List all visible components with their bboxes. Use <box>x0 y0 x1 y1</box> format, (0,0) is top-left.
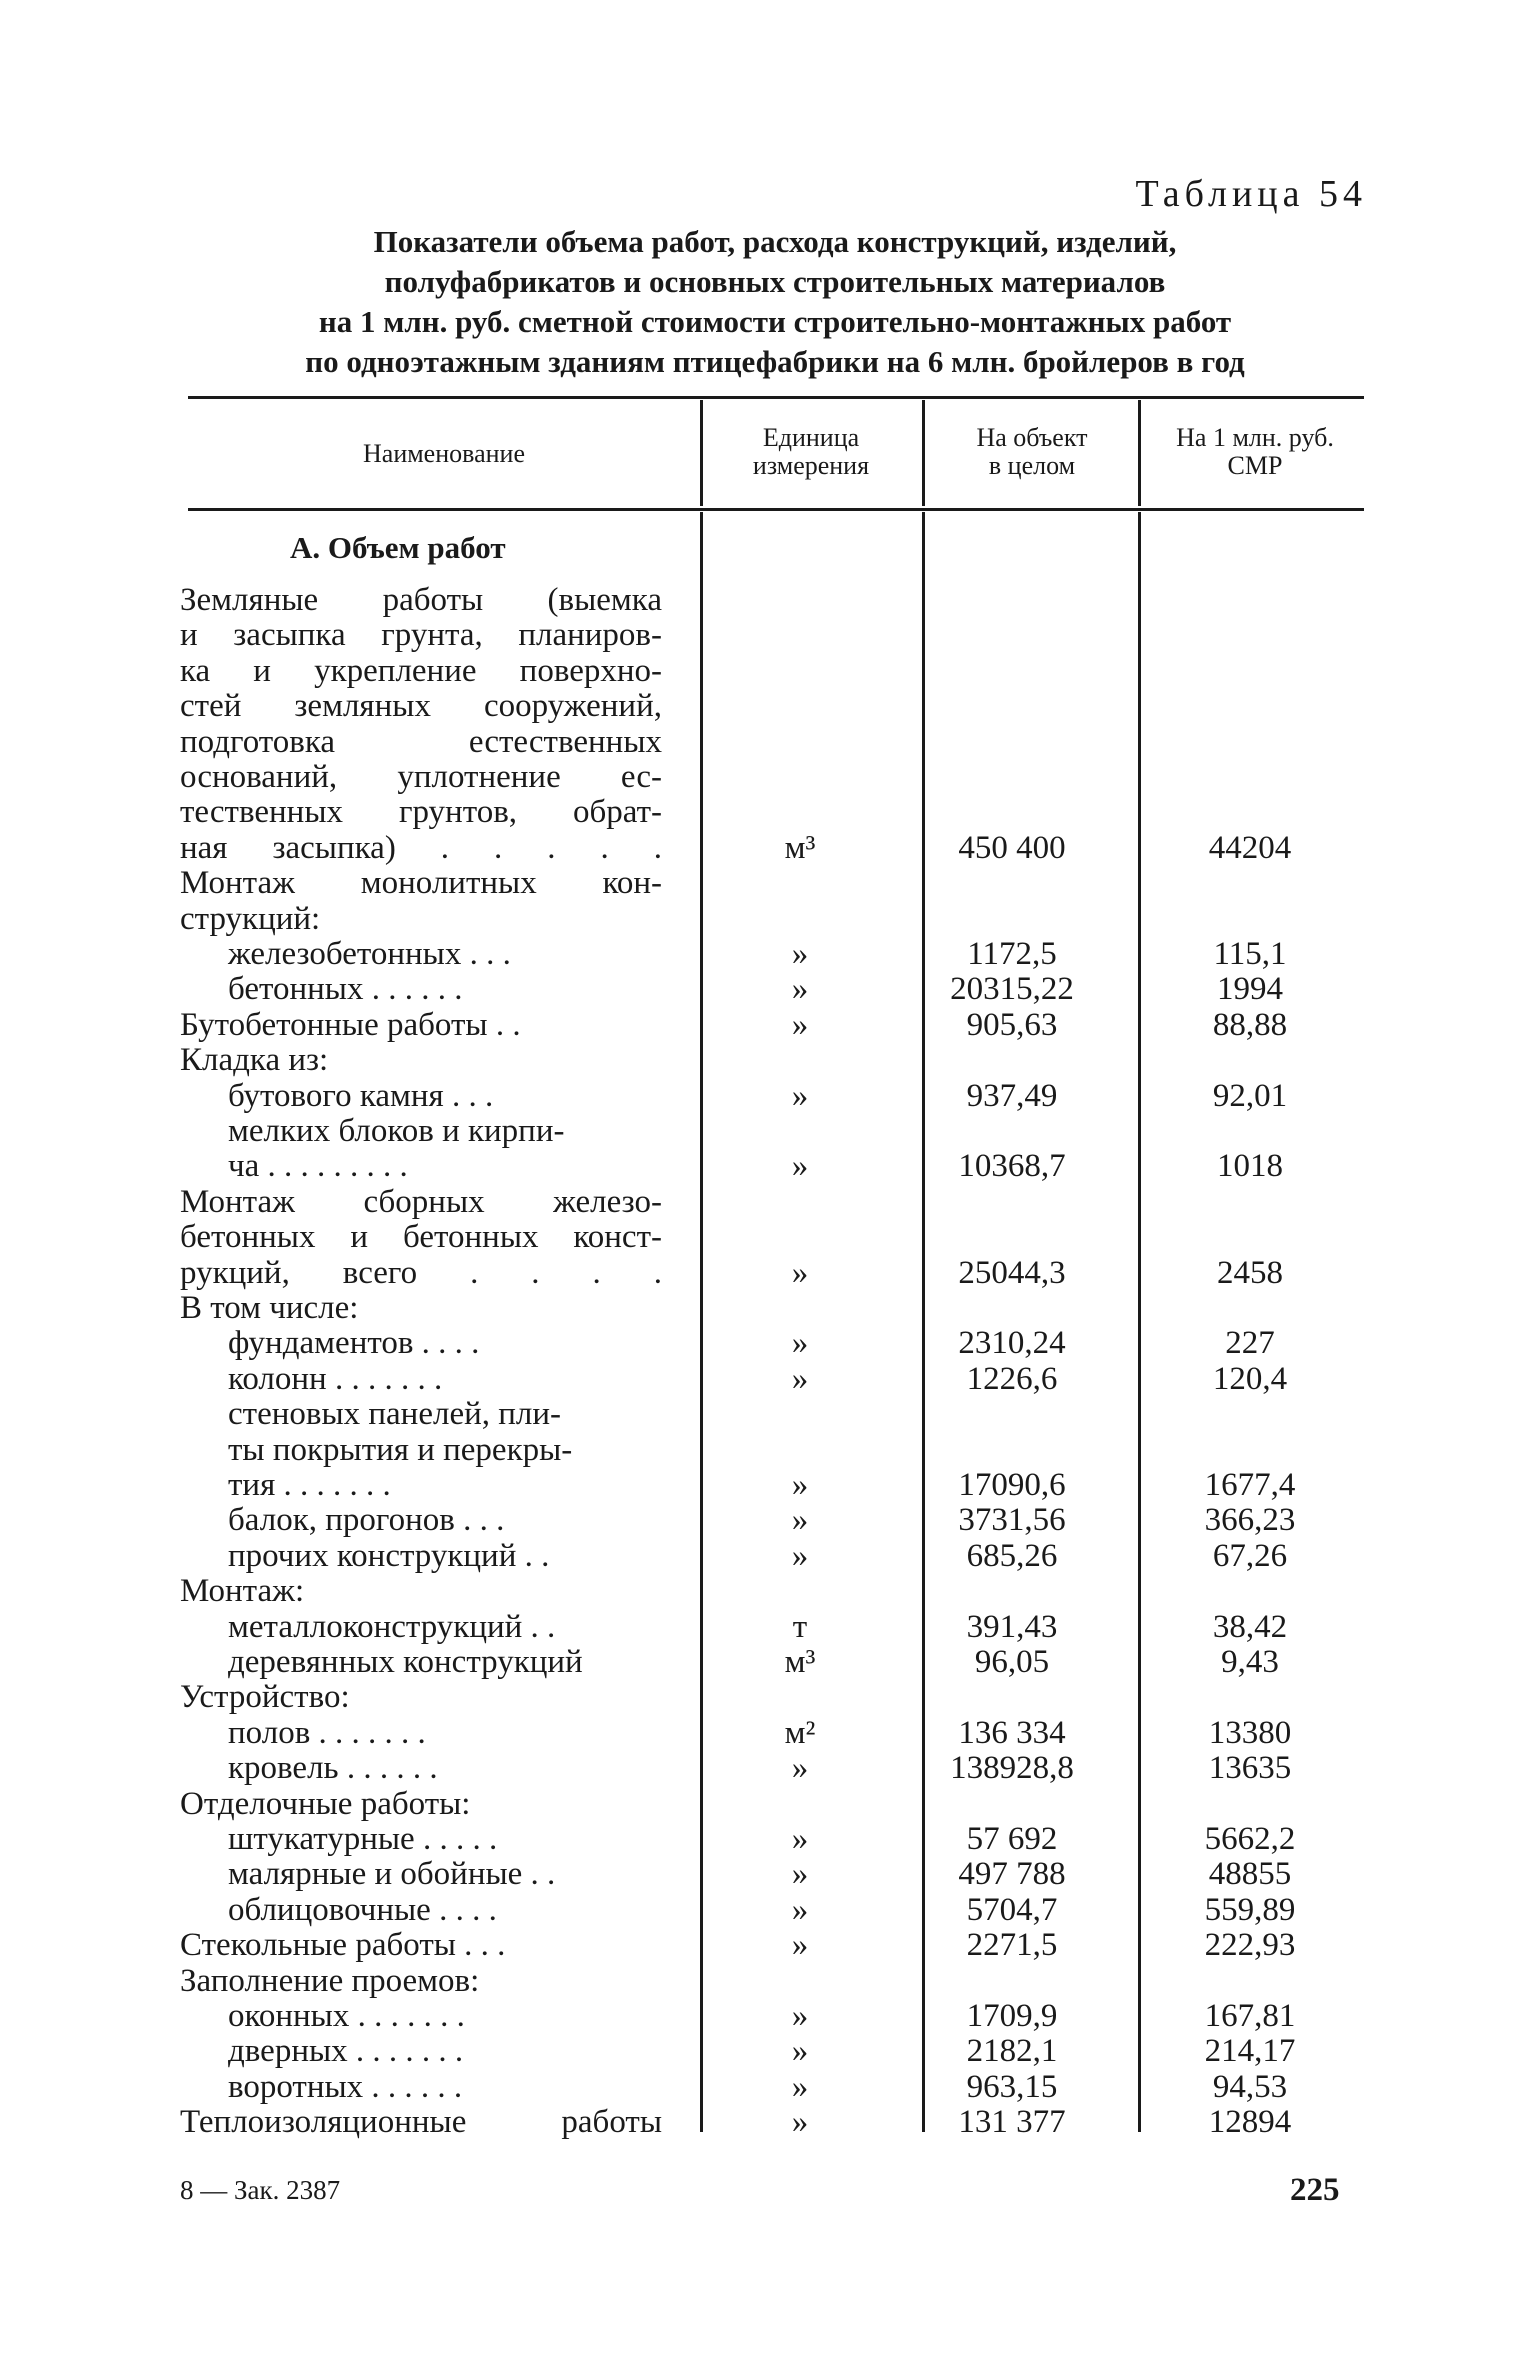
row-name: кровель . . . . . . <box>228 1750 438 1787</box>
row-name: деревянных конструкций <box>228 1644 583 1680</box>
row-name: дверных . . . . . . . <box>228 2033 464 2070</box>
table-row <box>0 1609 1535 1645</box>
row-name: Заполнение проемов: <box>180 1962 480 1999</box>
row-name: Бутобетонные работы . . <box>180 1006 521 1043</box>
row-name: Монтаж сборных железо- <box>180 1183 662 1220</box>
row-object-value: 138928,8 <box>950 1750 1074 1787</box>
row-smr-value: 115,1 <box>1213 936 1287 972</box>
row-smr-value: 222,93 <box>1204 1927 1296 1964</box>
row-smr-value: 94,53 <box>1212 2068 1288 2105</box>
row-name: бетонных . . . . . . <box>228 971 463 1008</box>
row-object-value: 10368,7 <box>958 1148 1066 1185</box>
column-divider <box>700 400 703 506</box>
table-row <box>0 1042 1535 1078</box>
row-name: балок, прогонов . . . <box>228 1502 505 1539</box>
row-name: Устройство: <box>180 1679 350 1716</box>
row-name: Стекольные работы . . . <box>180 1927 506 1964</box>
row-object-value: 20315,22 <box>950 971 1074 1008</box>
table-row <box>0 1007 1535 1043</box>
table-row <box>0 653 1535 689</box>
table-row <box>0 794 1535 830</box>
row-smr-value: 38,42 <box>1212 1608 1288 1645</box>
row-name: подготовка естественных <box>180 723 662 760</box>
title-line: Показатели объема работ, расхода конструкций, изделий, <box>373 224 1177 259</box>
table-title <box>180 222 1370 382</box>
row-unit: » <box>791 1325 809 1362</box>
row-unit: » <box>791 971 809 1008</box>
row-object-value: 57 692 <box>966 1821 1058 1857</box>
column-divider <box>922 400 925 506</box>
header-name: Наименование <box>363 439 525 468</box>
table-label: Таблица 54 <box>1135 173 1367 215</box>
row-object-value: 25044,3 <box>958 1254 1066 1291</box>
row-smr-value: 9,43 <box>1221 1644 1279 1680</box>
row-name: фундаментов . . . . <box>228 1325 480 1362</box>
table-row <box>0 1290 1535 1326</box>
row-object-value: 963,15 <box>966 2068 1058 2105</box>
row-smr-value: 44204 <box>1208 829 1292 866</box>
row-name: Монтаж: <box>180 1573 305 1610</box>
row-name: тия . . . . . . . <box>228 1467 391 1503</box>
table-row <box>0 865 1535 901</box>
row-object-value: 131 377 <box>958 2104 1066 2141</box>
row-unit: » <box>791 1006 809 1043</box>
row-unit: м³ <box>784 1644 816 1680</box>
row-smr-value: 214,17 <box>1204 2033 1296 2070</box>
row-smr-value: 2458 <box>1217 1254 1283 1291</box>
row-object-value: 1172,5 <box>967 936 1057 972</box>
table-row <box>0 1219 1535 1255</box>
row-smr-value: 366,23 <box>1204 1502 1296 1539</box>
row-object-value: 391,43 <box>966 1608 1058 1645</box>
header-bottom-rule <box>188 508 1364 511</box>
column-divider <box>1138 400 1141 506</box>
header-unit: Единица измерения <box>752 423 870 480</box>
row-name: ная засыпка) . . . . . <box>180 829 662 866</box>
table-row <box>0 1361 1535 1397</box>
row-unit: » <box>791 1856 809 1893</box>
table-row <box>0 1998 1535 2034</box>
row-unit: » <box>791 1821 809 1857</box>
row-unit: » <box>791 1077 809 1114</box>
row-object-value: 1226,6 <box>966 1360 1058 1397</box>
table-row <box>0 1078 1535 1114</box>
header-top-rule <box>188 396 1364 399</box>
table-row <box>0 971 1535 1007</box>
row-name: и засыпка грунта, планиров- <box>180 617 662 654</box>
table-row <box>0 1502 1535 1538</box>
table-row <box>0 2069 1535 2105</box>
footer-order: 8 — Зак. 2387 <box>180 2175 341 2205</box>
row-name: бутового камня . . . <box>228 1077 494 1114</box>
row-unit: » <box>791 1927 809 1964</box>
table-row <box>0 1573 1535 1609</box>
row-name: полов . . . . . . . <box>228 1714 426 1751</box>
row-smr-value: 48855 <box>1208 1856 1292 1893</box>
row-object-value: 136 334 <box>958 1714 1066 1751</box>
row-unit: » <box>791 1502 809 1539</box>
row-name: колонн . . . . . . . <box>228 1360 443 1397</box>
row-name: Теплоизоляционные работы <box>180 2104 662 2141</box>
row-object-value: 2182,1 <box>966 2033 1058 2070</box>
row-unit: » <box>791 1537 809 1574</box>
row-name: воротных . . . . . . <box>228 2068 463 2105</box>
row-object-value: 17090,6 <box>958 1467 1066 1503</box>
table-row <box>0 1786 1535 1822</box>
row-name: малярные и обойные . . <box>228 1856 556 1893</box>
row-name: оконных . . . . . . . <box>228 1998 465 2034</box>
row-name: штукатурные . . . . . <box>228 1821 498 1857</box>
table-row <box>0 582 1535 618</box>
row-unit: » <box>791 1254 809 1291</box>
table-row <box>0 1538 1535 1574</box>
header-smr: На 1 млн. руб. СМР <box>1176 423 1334 480</box>
row-unit: » <box>791 1998 809 2034</box>
row-name: бетонных и бетонных конст- <box>180 1219 662 1256</box>
row-smr-value: 167,81 <box>1204 1998 1296 2034</box>
row-unit: » <box>791 1360 809 1397</box>
row-smr-value: 12894 <box>1208 2104 1292 2141</box>
table-row <box>0 1255 1535 1291</box>
row-object-value: 450 400 <box>958 829 1066 866</box>
row-object-value: 685,26 <box>966 1537 1058 1574</box>
table-row <box>0 1821 1535 1857</box>
row-name: струкций: <box>180 900 321 937</box>
row-name: ка и укрепление поверхно- <box>180 652 662 689</box>
table-row <box>0 830 1535 866</box>
row-object-value: 497 788 <box>958 1856 1066 1893</box>
row-object-value: 937,49 <box>966 1077 1058 1114</box>
row-name: Земляные работы (выемка <box>180 582 662 618</box>
row-unit: » <box>791 2068 809 2105</box>
row-name: облицовочные . . . . <box>228 1891 497 1928</box>
table-row <box>0 1113 1535 1149</box>
row-unit: м³ <box>784 829 816 866</box>
row-name: стеновых панелей, пли- <box>228 1396 562 1433</box>
row-smr-value: 559,89 <box>1204 1891 1296 1928</box>
row-object-value: 5704,7 <box>966 1891 1058 1928</box>
row-name: мелких блоков и кирпи- <box>228 1113 565 1149</box>
row-name: Монтаж монолитных кон- <box>180 865 662 902</box>
table-row <box>0 724 1535 760</box>
row-unit: м² <box>784 1714 816 1751</box>
row-object-value: 2271,5 <box>966 1927 1058 1964</box>
table-row <box>0 1679 1535 1715</box>
row-name: металлоконструкций . . <box>228 1608 556 1645</box>
table-row <box>0 759 1535 795</box>
table-row <box>0 2104 1535 2140</box>
row-unit: » <box>791 2104 809 2141</box>
row-smr-value: 1018 <box>1217 1148 1283 1185</box>
table-row <box>0 617 1535 653</box>
row-object-value: 2310,24 <box>958 1325 1066 1362</box>
section-heading: А. Объем работ <box>290 530 506 565</box>
table-row <box>0 1148 1535 1184</box>
row-unit: » <box>791 1467 809 1503</box>
row-object-value: 3731,56 <box>958 1502 1066 1539</box>
table-row <box>0 1184 1535 1220</box>
row-smr-value: 92,01 <box>1212 1077 1288 1114</box>
table-row <box>0 1927 1535 1963</box>
table-row <box>0 1856 1535 1892</box>
table-row <box>0 1963 1535 1999</box>
row-name: В том числе: <box>180 1290 359 1326</box>
row-unit: » <box>791 1750 809 1787</box>
table-row <box>0 901 1535 937</box>
table-row <box>0 936 1535 972</box>
row-smr-value: 88,88 <box>1212 1006 1288 1043</box>
row-smr-value: 67,26 <box>1212 1537 1288 1574</box>
row-name: стей земляных сооружений, <box>180 688 662 725</box>
row-smr-value: 1677,4 <box>1204 1467 1296 1503</box>
row-smr-value: 13380 <box>1208 1714 1292 1751</box>
row-name: ча . . . . . . . . . <box>228 1148 408 1185</box>
row-name: Кладка из: <box>180 1042 329 1079</box>
table-row <box>0 1396 1535 1432</box>
row-name: прочих конструкций . . <box>228 1537 550 1574</box>
row-smr-value: 227 <box>1225 1325 1275 1362</box>
title-line: полуфабрикатов и основных строительных материалов <box>384 264 1166 299</box>
row-name: тественных грунтов, обрат- <box>180 794 662 831</box>
table-row <box>0 1432 1535 1468</box>
table-row <box>0 1325 1535 1361</box>
title-line: на 1 млн. руб. сметной стоимости строительно-монтажных работ <box>318 304 1232 339</box>
title-line: по одноэтажным зданиям птицефабрики на 6 млн. бройлеров в год <box>305 344 1245 379</box>
row-unit: т <box>792 1608 808 1645</box>
row-object-value: 1709,9 <box>966 1998 1058 2034</box>
table-row <box>0 2033 1535 2069</box>
row-unit: » <box>791 936 809 972</box>
header-object: На объект в целом <box>976 423 1088 480</box>
table-row <box>0 1750 1535 1786</box>
table-row <box>0 1644 1535 1680</box>
row-name: Отделочные работы: <box>180 1785 471 1822</box>
row-smr-value: 5662,2 <box>1204 1821 1296 1857</box>
row-name: железобетонных . . . <box>228 936 511 972</box>
row-smr-value: 120,4 <box>1212 1360 1288 1397</box>
table-row <box>0 1715 1535 1751</box>
table-row <box>0 688 1535 724</box>
row-unit: » <box>791 1148 809 1185</box>
row-name: ты покрытия и перекры- <box>228 1431 573 1468</box>
row-unit: » <box>791 1891 809 1928</box>
row-object-value: 905,63 <box>966 1006 1058 1043</box>
row-object-value: 96,05 <box>974 1644 1050 1680</box>
table-row <box>0 1892 1535 1928</box>
row-unit: » <box>791 2033 809 2070</box>
table-row <box>0 1467 1535 1503</box>
row-name: рукций, всего . . . . <box>180 1254 662 1291</box>
row-smr-value: 13635 <box>1208 1750 1292 1787</box>
row-smr-value: 1994 <box>1217 971 1283 1008</box>
page-number: 225 <box>1290 2172 1340 2208</box>
row-name: оснований, уплотнение ес- <box>180 759 662 795</box>
